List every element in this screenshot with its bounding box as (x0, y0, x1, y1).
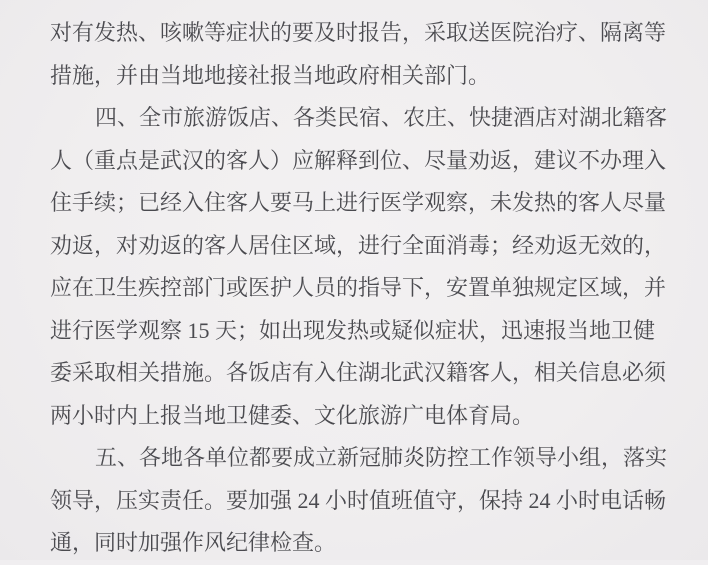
document-line-paragraph-four-start: 四、全市旅游饭店、各类民宿、农庄、快捷酒店对湖北籍客 (95, 105, 668, 130)
document-line: 委采取相关措施。各饭店有入住湖北武汉籍客人，相关信息必须 (50, 360, 667, 385)
document-line: 领导，压实责任。要加强 24 小时值班值守，保持 24 小时电话畅 (50, 487, 667, 513)
document-line: 措施，并由当地地接社报当地政府相关部门。 (50, 62, 491, 88)
document-line: 住手续；已经入住客人要马上进行医学观察，未发热的客人尽量 (50, 190, 667, 215)
document-line: 应在卫生疾控部门或医护人员的指导下，安置单独规定区域，并 (50, 275, 667, 300)
document-line: 通，同时加强作风纪律检查。 (50, 530, 337, 555)
document-line: 人（重点是武汉的客人）应解释到位、尽量劝返，建议不办理入 (50, 147, 667, 173)
document-line: 劝返，对劝返的客人居住区域，进行全面消毒；经劝返无效的， (50, 232, 667, 258)
document-line: 进行医学观察 15 天；如出现发热或疑似症状，迅速报当地卫健 (50, 317, 656, 343)
document-line-paragraph-five-start: 五、各地各单位都要成立新冠肺炎防控工作领导小组，落实 (95, 445, 668, 470)
document-line: 两小时内上报当地卫健委、文化旅游广电体育局。 (50, 402, 535, 428)
document-line: 对有发热、咳嗽等症状的要及时报告，采取送医院治疗、隔离等 (50, 20, 667, 45)
